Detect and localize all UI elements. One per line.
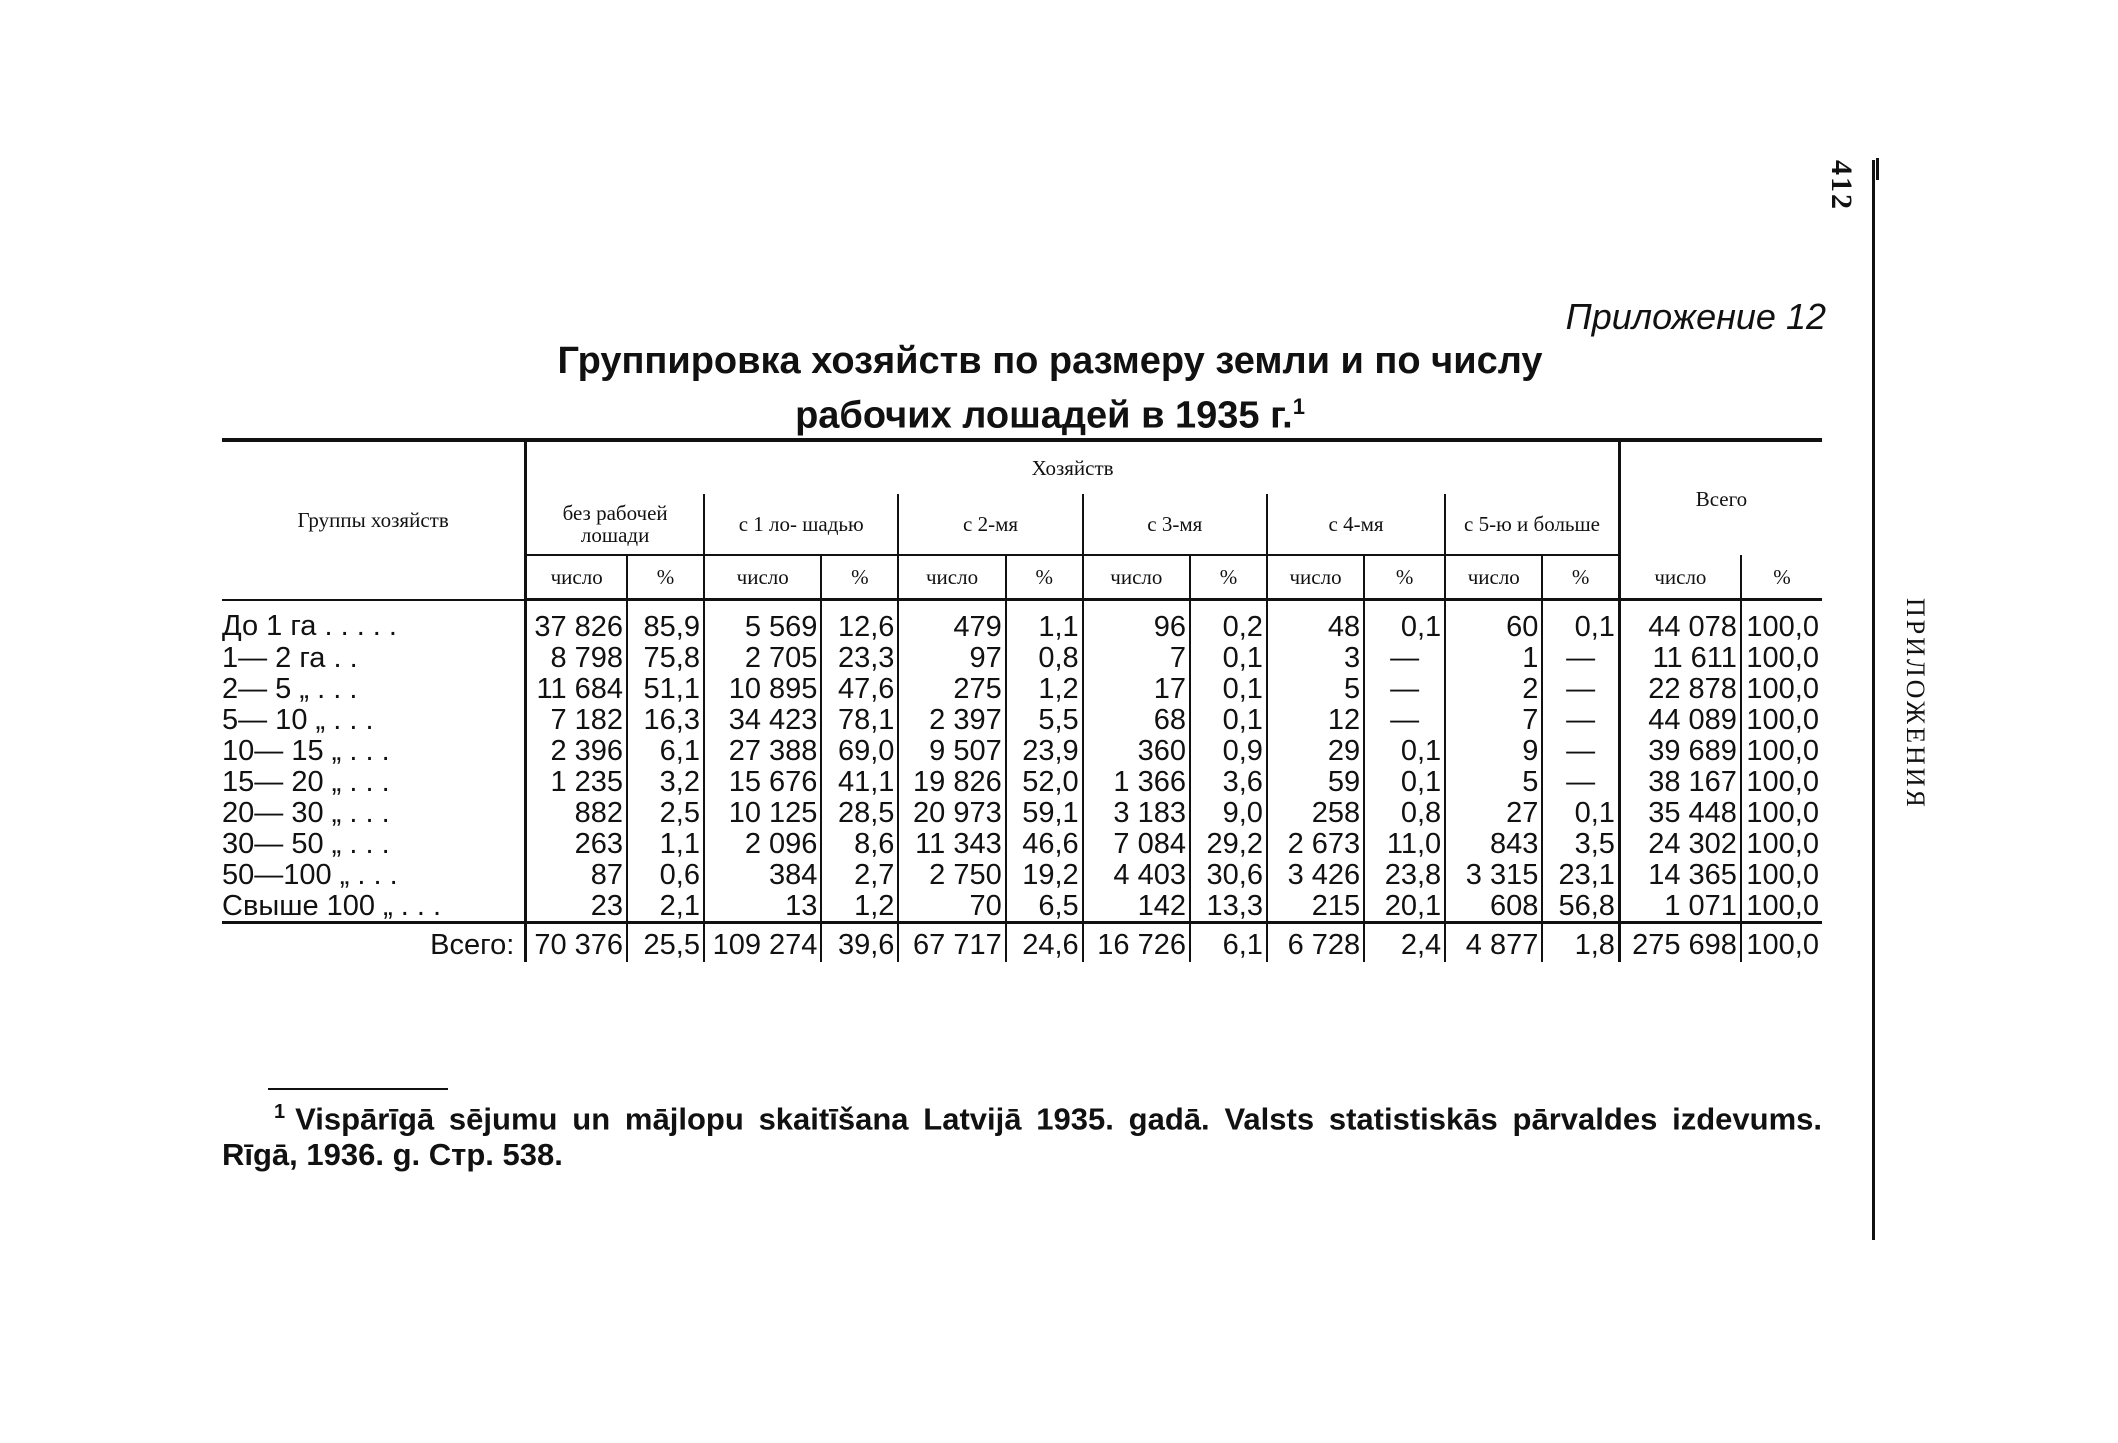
count-cell: 2 750 bbox=[898, 859, 1005, 890]
percent-cell: — bbox=[1364, 642, 1445, 673]
percent-cell: — bbox=[1542, 642, 1619, 673]
percent-subheader-5: % bbox=[1542, 555, 1619, 600]
percent-cell: 0,9 bbox=[1190, 735, 1267, 766]
group-label: 20— 30 „ . . . bbox=[222, 796, 390, 829]
percent-cell: — bbox=[1542, 673, 1619, 704]
percent-cell: 100,0 bbox=[1741, 766, 1822, 797]
count-cell: 843 bbox=[1445, 828, 1542, 859]
count-cell: 15 676 bbox=[704, 766, 821, 797]
count-cell: 14 365 bbox=[1619, 859, 1741, 890]
count-cell: 35 448 bbox=[1619, 797, 1741, 828]
farms-table bbox=[222, 438, 1822, 962]
count-cell: 2 bbox=[1445, 673, 1542, 704]
group-label: 30— 50 „ . . . bbox=[222, 827, 390, 860]
percent-cell: 1,1 bbox=[1006, 600, 1083, 643]
percent-cell: 8,6 bbox=[821, 828, 898, 859]
percent-cell: 100,0 bbox=[1741, 828, 1822, 859]
count-cell: 4 877 bbox=[1445, 923, 1542, 963]
count-cell: 68 bbox=[1083, 704, 1190, 735]
group-label: Свыше 100 „ . . . bbox=[222, 889, 442, 922]
count-cell: 96 bbox=[1083, 600, 1190, 643]
count-cell: 16 726 bbox=[1083, 923, 1190, 963]
percent-cell: 2,7 bbox=[821, 859, 898, 890]
percent-cell: 13,3 bbox=[1190, 890, 1267, 923]
category-header-2: с 2-мя bbox=[898, 494, 1082, 555]
count-cell: 17 bbox=[1083, 673, 1190, 704]
percent-cell: 52,0 bbox=[1006, 766, 1083, 797]
count-cell: 10 125 bbox=[704, 797, 821, 828]
percent-cell: 56,8 bbox=[1542, 890, 1619, 923]
percent-cell: 30,6 bbox=[1190, 859, 1267, 890]
count-cell: 275 bbox=[898, 673, 1005, 704]
percent-cell: 100,0 bbox=[1741, 673, 1822, 704]
group-label: 5— 10 „ . . . bbox=[222, 703, 374, 736]
percent-cell: 6,1 bbox=[1190, 923, 1267, 963]
percent-cell: 3,6 bbox=[1190, 766, 1267, 797]
count-cell: 2 096 bbox=[704, 828, 821, 859]
percent-subheader-3: % bbox=[1190, 555, 1267, 600]
percent-cell: 2,4 bbox=[1364, 923, 1445, 963]
table-header bbox=[222, 440, 1822, 600]
percent-cell: 69,0 bbox=[821, 735, 898, 766]
count-cell: 19 826 bbox=[898, 766, 1005, 797]
count-cell: 27 bbox=[1445, 797, 1542, 828]
percent-cell: 0,2 bbox=[1190, 600, 1267, 643]
title-line-1: Группировка хозяйств по размеру земли и по числу bbox=[557, 340, 1543, 382]
group-label: 15— 20 „ . . . bbox=[222, 765, 390, 798]
count-cell: 9 bbox=[1445, 735, 1542, 766]
count-cell: 22 878 bbox=[1619, 673, 1741, 704]
count-cell: 5 bbox=[1445, 766, 1542, 797]
percent-cell: 1,2 bbox=[821, 890, 898, 923]
count-cell: 10 895 bbox=[704, 673, 821, 704]
percent-cell: 6,1 bbox=[627, 735, 704, 766]
count-subheader-2: число bbox=[898, 555, 1005, 600]
count-cell: 6 728 bbox=[1267, 923, 1364, 963]
percent-cell: 39,6 bbox=[821, 923, 898, 963]
percent-subheader-6: % bbox=[1741, 555, 1822, 600]
table-row bbox=[222, 642, 1822, 673]
total-column-header: Всего bbox=[1619, 440, 1822, 555]
table-row bbox=[222, 859, 1822, 890]
percent-cell: — bbox=[1542, 735, 1619, 766]
count-cell: 24 302 bbox=[1619, 828, 1741, 859]
percent-cell: 1,8 bbox=[1542, 923, 1619, 963]
count-cell: 34 423 bbox=[704, 704, 821, 735]
percent-cell: 5,5 bbox=[1006, 704, 1083, 735]
title-line-2 bbox=[540, 384, 1560, 439]
percent-cell: 9,0 bbox=[1190, 797, 1267, 828]
count-cell: 11 684 bbox=[526, 673, 627, 704]
percent-cell: 100,0 bbox=[1741, 890, 1822, 923]
percent-cell: — bbox=[1542, 766, 1619, 797]
percent-cell: 1,1 bbox=[627, 828, 704, 859]
percent-cell: 59,1 bbox=[1006, 797, 1083, 828]
table-row bbox=[222, 600, 1822, 643]
count-cell: 7 182 bbox=[526, 704, 627, 735]
running-head-side: ПРИЛОЖЕНИЯ bbox=[1901, 598, 1930, 810]
percent-cell: 46,6 bbox=[1006, 828, 1083, 859]
footnote-rule bbox=[268, 1088, 448, 1090]
table-row bbox=[222, 766, 1822, 797]
count-cell: 37 826 bbox=[526, 600, 627, 643]
percent-cell: 23,3 bbox=[821, 642, 898, 673]
count-cell: 70 bbox=[898, 890, 1005, 923]
percent-cell: 2,5 bbox=[627, 797, 704, 828]
count-cell: 48 bbox=[1267, 600, 1364, 643]
table-row bbox=[222, 828, 1822, 859]
category-header-5: с 5-ю и больше bbox=[1445, 494, 1619, 555]
percent-cell: 78,1 bbox=[821, 704, 898, 735]
footnote-mark: 1 bbox=[274, 1101, 286, 1123]
percent-subheader-4: % bbox=[1364, 555, 1445, 600]
table-row bbox=[222, 704, 1822, 735]
percent-cell: 12,6 bbox=[821, 600, 898, 643]
percent-cell: 0,1 bbox=[1542, 600, 1619, 643]
count-cell: 275 698 bbox=[1619, 923, 1741, 963]
count-cell: 258 bbox=[1267, 797, 1364, 828]
percent-cell: — bbox=[1364, 673, 1445, 704]
percent-cell: 19,2 bbox=[1006, 859, 1083, 890]
percent-cell: 100,0 bbox=[1741, 797, 1822, 828]
percent-cell: 20,1 bbox=[1364, 890, 1445, 923]
count-cell: 38 167 bbox=[1619, 766, 1741, 797]
count-cell: 20 973 bbox=[898, 797, 1005, 828]
count-cell: 11 343 bbox=[898, 828, 1005, 859]
count-cell: 142 bbox=[1083, 890, 1190, 923]
count-cell: 5 569 bbox=[704, 600, 821, 643]
count-cell: 2 397 bbox=[898, 704, 1005, 735]
count-cell: 9 507 bbox=[898, 735, 1005, 766]
group-label: До 1 га . . . . . bbox=[222, 610, 397, 643]
count-subheader-4: число bbox=[1267, 555, 1364, 600]
table-row bbox=[222, 673, 1822, 704]
count-cell: 70 376 bbox=[526, 923, 627, 963]
total-row bbox=[222, 923, 1822, 963]
count-cell: 3 426 bbox=[1267, 859, 1364, 890]
count-cell: 44 089 bbox=[1619, 704, 1741, 735]
count-cell: 12 bbox=[1267, 704, 1364, 735]
category-header-3: с 3-мя bbox=[1083, 494, 1267, 555]
footnote-text: Vispārīgā sējumu un mājlopu skaitīšana Latvijā 1935. gadā. Valsts statistiskās pārvaldes izdevums. Rīgā, 1936. g. Стр. 538. bbox=[222, 1101, 1822, 1173]
count-cell: 882 bbox=[526, 797, 627, 828]
count-cell: 4 403 bbox=[1083, 859, 1190, 890]
count-cell: 384 bbox=[704, 859, 821, 890]
count-subheader-5: число bbox=[1445, 555, 1542, 600]
count-cell: 1 366 bbox=[1083, 766, 1190, 797]
group-label: 50—100 „ . . . bbox=[222, 858, 398, 891]
percent-cell: 0,1 bbox=[1190, 704, 1267, 735]
count-cell: 11 611 bbox=[1619, 642, 1741, 673]
percent-cell: — bbox=[1364, 704, 1445, 735]
percent-cell: 6,5 bbox=[1006, 890, 1083, 923]
percent-subheader-2: % bbox=[1006, 555, 1083, 600]
percent-cell: 75,8 bbox=[627, 642, 704, 673]
percent-cell: 100,0 bbox=[1741, 600, 1822, 643]
count-cell: 109 274 bbox=[704, 923, 821, 963]
percent-cell: 0,1 bbox=[1364, 766, 1445, 797]
count-cell: 608 bbox=[1445, 890, 1542, 923]
percent-cell: 0,8 bbox=[1006, 642, 1083, 673]
count-subheader-1: число bbox=[704, 555, 821, 600]
count-cell: 7 084 bbox=[1083, 828, 1190, 859]
count-cell: 360 bbox=[1083, 735, 1190, 766]
title-footnote-mark: 1 bbox=[1292, 394, 1305, 419]
group-column-header: Группы хозяйств bbox=[222, 440, 526, 600]
percent-cell: 24,6 bbox=[1006, 923, 1083, 963]
percent-cell: 0,1 bbox=[1542, 797, 1619, 828]
count-cell: 1 235 bbox=[526, 766, 627, 797]
percent-cell: 100,0 bbox=[1741, 735, 1822, 766]
count-cell: 44 078 bbox=[1619, 600, 1741, 643]
category-header-0: без рабочей лошади bbox=[526, 494, 704, 555]
percent-cell: 100,0 bbox=[1741, 923, 1822, 963]
count-cell: 2 396 bbox=[526, 735, 627, 766]
percent-cell: 2,1 bbox=[627, 890, 704, 923]
percent-cell: 11,0 bbox=[1364, 828, 1445, 859]
count-cell: 59 bbox=[1267, 766, 1364, 797]
percent-cell: 100,0 bbox=[1741, 642, 1822, 673]
percent-cell: 3,2 bbox=[627, 766, 704, 797]
percent-cell: 41,1 bbox=[821, 766, 898, 797]
side-rule bbox=[1872, 160, 1875, 1240]
count-cell: 67 717 bbox=[898, 923, 1005, 963]
count-cell: 13 bbox=[704, 890, 821, 923]
count-cell: 3 183 bbox=[1083, 797, 1190, 828]
group-label: 2— 5 „ . . . bbox=[222, 672, 358, 705]
count-cell: 87 bbox=[526, 859, 627, 890]
count-subheader-3: число bbox=[1083, 555, 1190, 600]
percent-subheader-0: % bbox=[627, 555, 704, 600]
percent-cell: 0,8 bbox=[1364, 797, 1445, 828]
count-cell: 2 705 bbox=[704, 642, 821, 673]
group-label: 10— 15 „ . . . bbox=[222, 734, 390, 767]
count-subheader-6: число bbox=[1619, 555, 1741, 600]
percent-cell: 0,6 bbox=[627, 859, 704, 890]
count-subheader-0: число bbox=[526, 555, 627, 600]
count-cell: 1 071 bbox=[1619, 890, 1741, 923]
footnote bbox=[222, 1094, 1822, 1173]
count-cell: 3 bbox=[1267, 642, 1364, 673]
percent-cell: 23,9 bbox=[1006, 735, 1083, 766]
percent-cell: — bbox=[1542, 704, 1619, 735]
percent-cell: 28,5 bbox=[821, 797, 898, 828]
count-cell: 7 bbox=[1083, 642, 1190, 673]
table-row bbox=[222, 890, 1822, 923]
percent-cell: 51,1 bbox=[627, 673, 704, 704]
count-cell: 3 315 bbox=[1445, 859, 1542, 890]
percent-cell: 1,2 bbox=[1006, 673, 1083, 704]
group-label: 1— 2 га . . bbox=[222, 641, 358, 674]
percent-cell: 0,1 bbox=[1364, 735, 1445, 766]
data-table-wrapper bbox=[222, 438, 1822, 962]
percent-cell: 3,5 bbox=[1542, 828, 1619, 859]
count-cell: 7 bbox=[1445, 704, 1542, 735]
title-line-2-text: рабочих лошадей в 1935 г. bbox=[795, 394, 1293, 437]
percent-cell: 23,1 bbox=[1542, 859, 1619, 890]
table-body bbox=[222, 600, 1822, 963]
farms-column-header: Хозяйств bbox=[526, 440, 1620, 494]
category-header-1: с 1 ло- шадью bbox=[704, 494, 898, 555]
header-rule-mark bbox=[1876, 158, 1879, 180]
percent-cell: 29,2 bbox=[1190, 828, 1267, 859]
percent-cell: 16,3 bbox=[627, 704, 704, 735]
count-cell: 5 bbox=[1267, 673, 1364, 704]
count-cell: 263 bbox=[526, 828, 627, 859]
table-row bbox=[222, 735, 1822, 766]
count-cell: 23 bbox=[526, 890, 627, 923]
percent-cell: 23,8 bbox=[1364, 859, 1445, 890]
percent-cell: 0,1 bbox=[1190, 673, 1267, 704]
percent-subheader-1: % bbox=[821, 555, 898, 600]
appendix-label: Приложение 12 bbox=[1565, 296, 1826, 337]
percent-cell: 85,9 bbox=[627, 600, 704, 643]
count-cell: 2 673 bbox=[1267, 828, 1364, 859]
count-cell: 60 bbox=[1445, 600, 1542, 643]
table-title bbox=[540, 338, 1560, 439]
percent-cell: 100,0 bbox=[1741, 859, 1822, 890]
group-label: Всего: bbox=[222, 923, 526, 963]
percent-cell: 25,5 bbox=[627, 923, 704, 963]
count-cell: 39 689 bbox=[1619, 735, 1741, 766]
percent-cell: 100,0 bbox=[1741, 704, 1822, 735]
category-header-4: с 4-мя bbox=[1267, 494, 1445, 555]
count-cell: 8 798 bbox=[526, 642, 627, 673]
table-row bbox=[222, 797, 1822, 828]
percent-cell: 47,6 bbox=[821, 673, 898, 704]
count-cell: 29 bbox=[1267, 735, 1364, 766]
count-cell: 97 bbox=[898, 642, 1005, 673]
percent-cell: 0,1 bbox=[1364, 600, 1445, 643]
percent-cell: 0,1 bbox=[1190, 642, 1267, 673]
count-cell: 215 bbox=[1267, 890, 1364, 923]
page-number: 412 bbox=[1825, 160, 1858, 211]
count-cell: 479 bbox=[898, 600, 1005, 643]
count-cell: 1 bbox=[1445, 642, 1542, 673]
count-cell: 27 388 bbox=[704, 735, 821, 766]
